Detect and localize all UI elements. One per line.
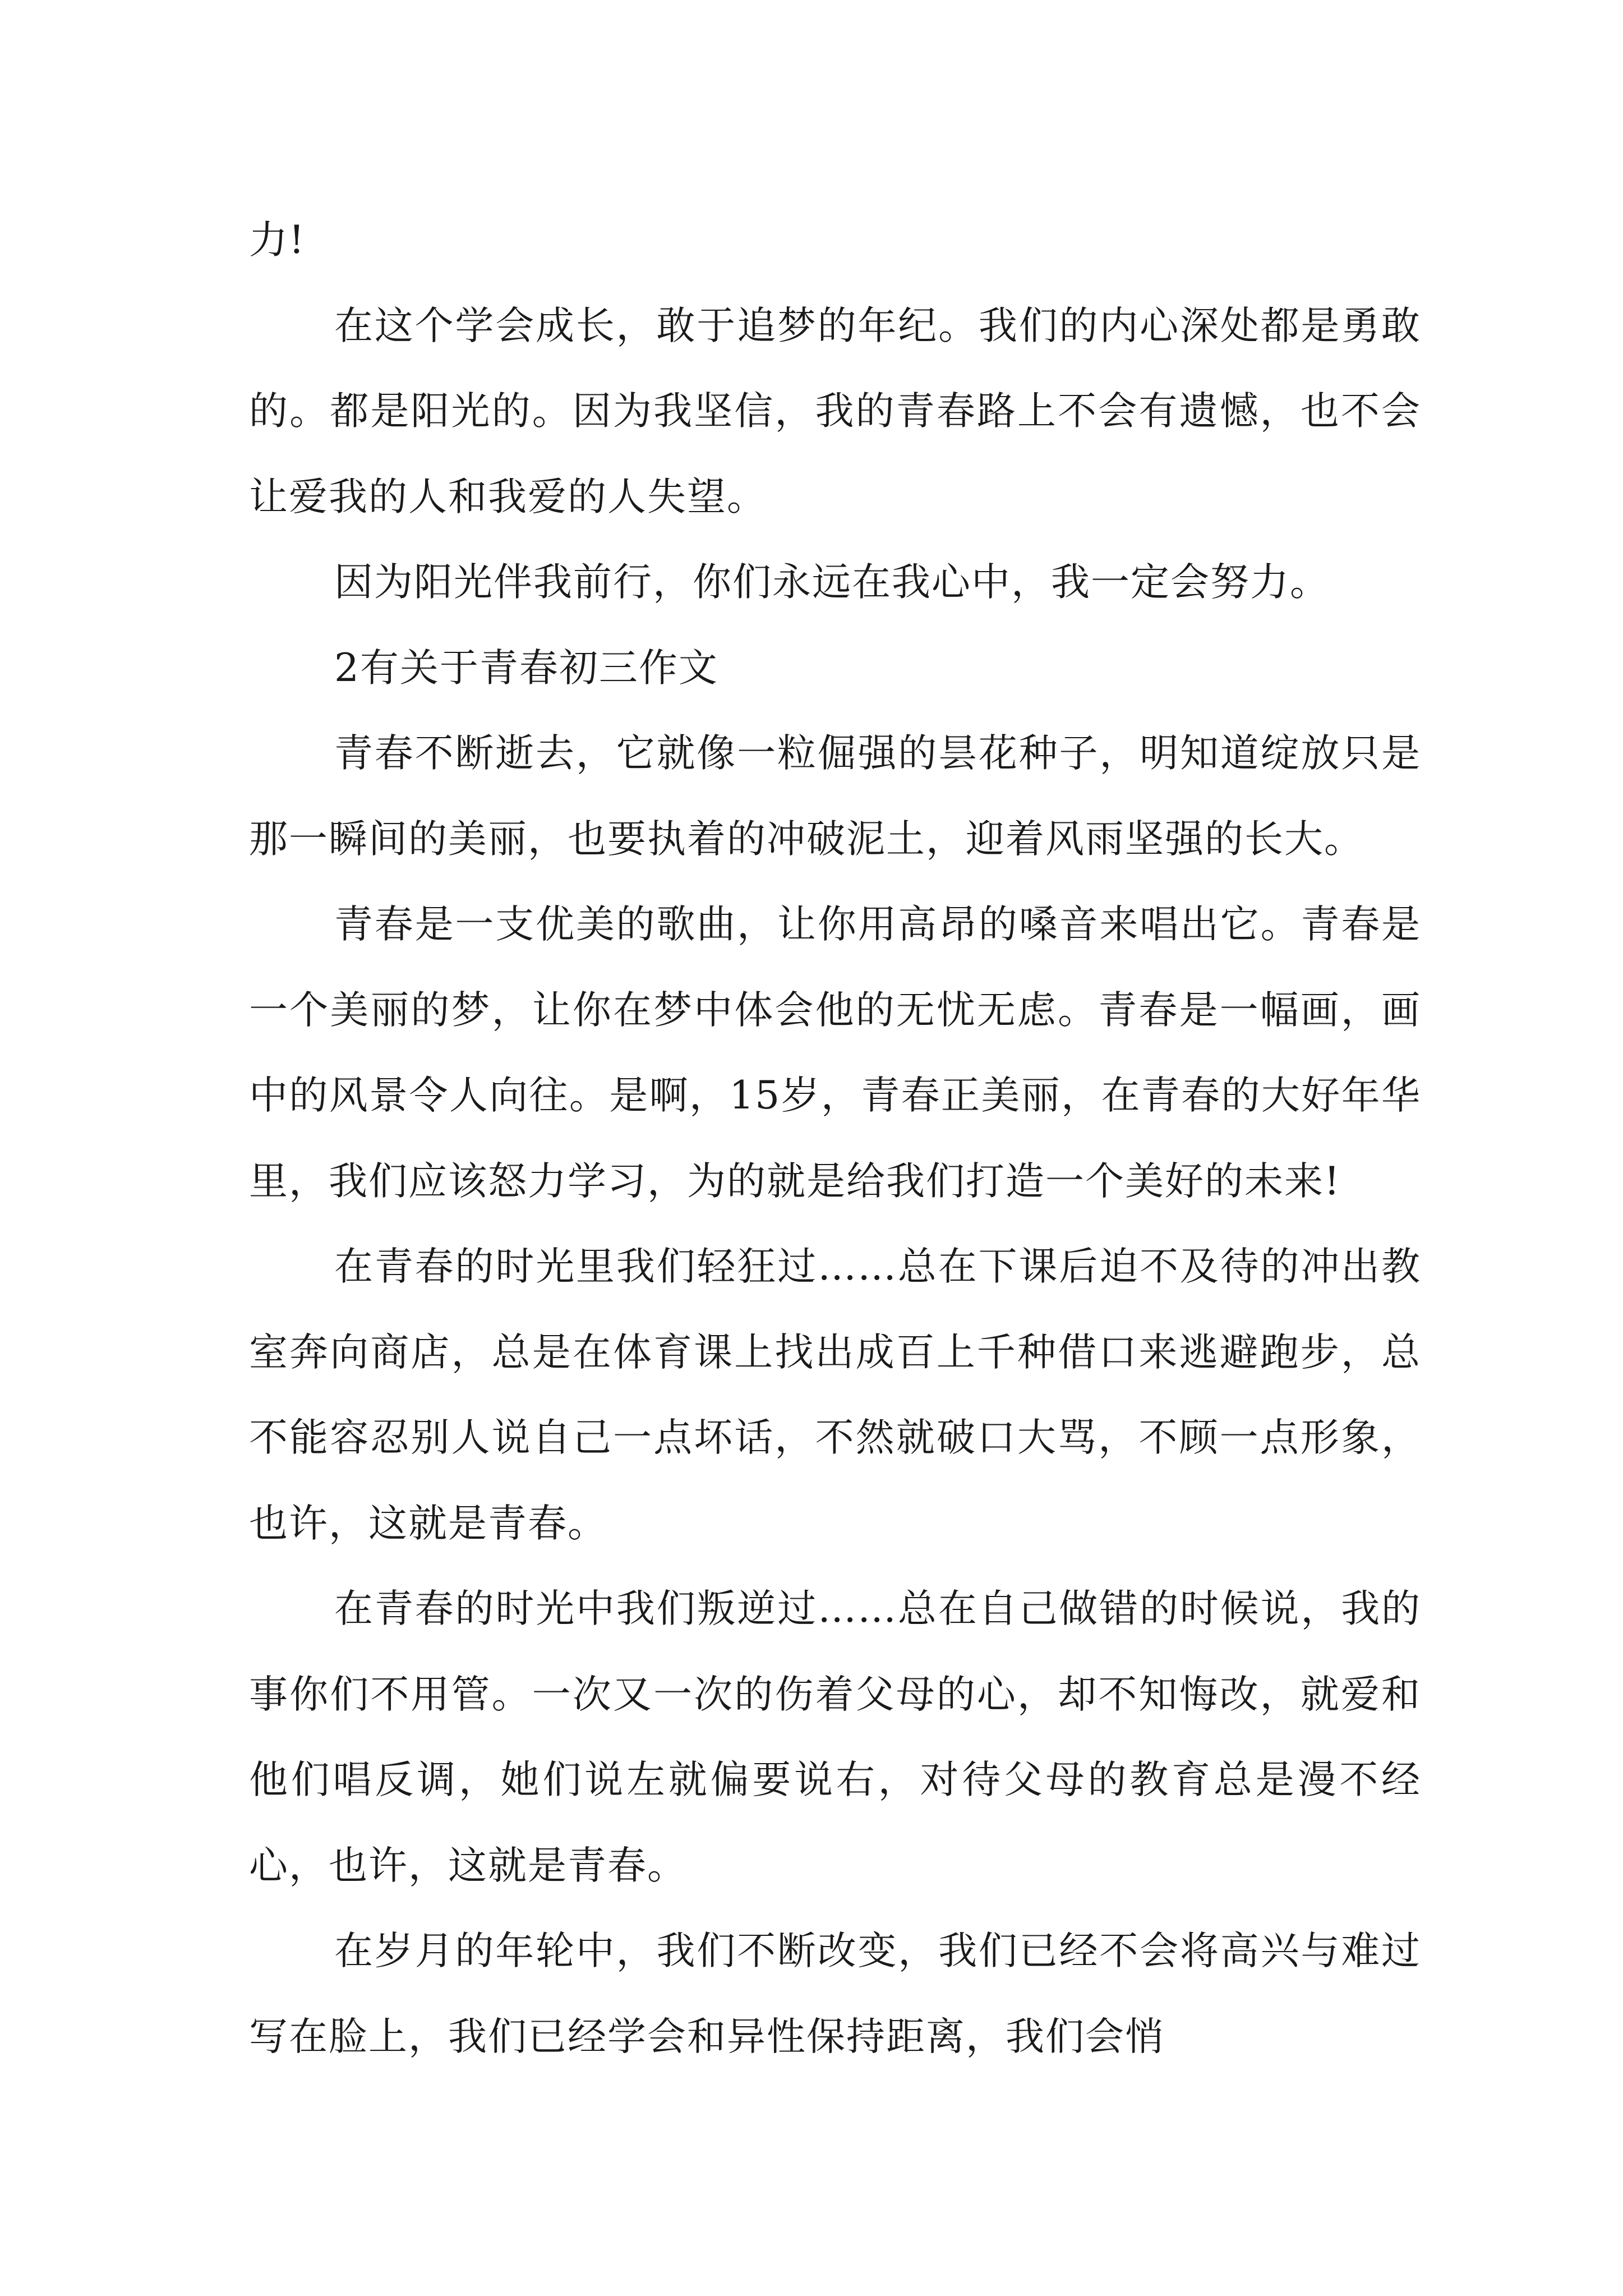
document-body <box>249 197 1421 2079</box>
paragraph-continuation: 力! <box>249 218 306 263</box>
paragraph: 在这个学会成长，敢于追梦的年纪。我们的内心深处都是勇敢的。都是阳光的。因为我坚信，我的青春路上不会有遗憾，也不会让爱我的人和我爱的人失望。 <box>249 303 1421 519</box>
paragraph: 青春是一支优美的歌曲，让你用高昂的嗓音来唱出它。青春是一个美丽的梦，让你在梦中体会他的无忧无虑。青春是一幅画，画中的风景令人向往。是啊，15岁，青春正美丽，在青春的大好年华里，我们应该怒力学习，为的就是给我们打造一个美好的未来! <box>249 902 1421 1204</box>
section-heading: 2有关于青春初三作文 <box>334 645 718 691</box>
paragraph: 在青春的时光中我们叛逆过……总在自己做错的时候说，我的事你们不用管。一次又一次的伤着父母的心，却不知悔改，就爱和他们唱反调，她们说左就偏要说右，对待父母的教育总是漫不经心，也许，这就是青春。 <box>249 1586 1421 1888</box>
paragraph: 在岁月的年轮中，我们不断改变，我们已经不会将高兴与难过写在脸上，我们已经学会和异性保持距离，我们会悄 <box>249 1929 1421 2059</box>
paragraph: 在青春的时光里我们轻狂过……总在下课后迫不及待的冲出教室奔向商店，总是在体育课上找出成百上千种借口来逃避跑步，总不能容忍别人说自己一点坏话，不然就破口大骂，不顾一点形象，也许，这就是青春。 <box>249 1244 1421 1546</box>
paragraph: 因为阳光伴我前行，你们永远在我心中，我一定会努力。 <box>334 560 1330 605</box>
paragraph: 青春不断逝去，它就像一粒倔强的昙花种子，明知道绽放只是那一瞬间的美丽，也要执着的冲破泥土，迎着风雨坚强的长大。 <box>249 731 1421 862</box>
